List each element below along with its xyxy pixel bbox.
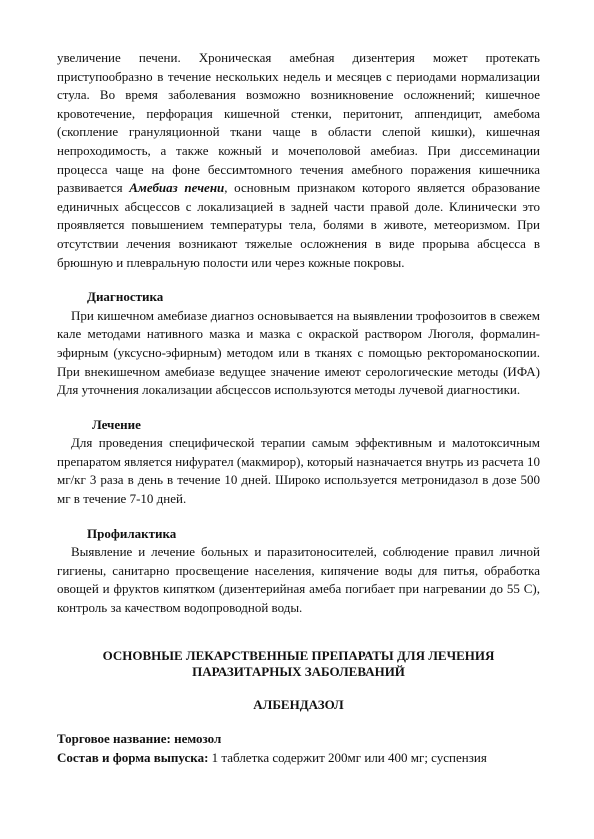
trade-name-value: немозол [174,731,222,747]
diagnostics-paragraph: При кишечном амебиазе диагноз основывается на выявлении трофозоитов в свежем кале методами нативного мазка и мазка с окраской раствором Люголя, формалин-эфирным (уксусно-эфирным) методом или в тканях с помощью ректороманоскопии. При внекишечном амебиазе ведущее значение имеют серологические методы (ИФА) Для уточнения локализации абсцессов используются методы лучевой диагностики. [57,307,540,398]
document-page [57,49,540,767]
intro-text-1: увеличение печени. Хроническая амебная дизентерия может протекать приступообразно в течение нескольких недель и месяцев с периодами нормализации стула. Во время заболевания возможно возникновение осложнений; кишечное кровотечение, перфорация кишечной стенки, перитонит, аппендицит, амебома (скопление грануляционной ткани чаще в области слепой кишки), кишечная непроходимость, а также кожный и мочеполовой амебиаз. При диссеминации процесса чаще на фоне бессимтомного течения амебного поражения кишечника развивается [57,50,540,196]
intro-text-2: , основным признаком которого является образование единичных абсцессов с локализацией в задней части правой доле. Клинически это проявляется повышением температуры тела, болями в животе, метеоризмом. При отсутствии лечения возникают тяжелые осложнения в виде прорыва абсцесса в брюшную и плевральную полости или через кожные покровы. [57,180,540,270]
composition-label: Состав и форма выпуска: [57,749,209,765]
diagnostics-heading: Диагностика [87,289,164,305]
composition-value: 1 таблетка содержит 200мг или 400 мг; суспензия [211,749,487,765]
drugs-heading-line-2: ПАРАЗИТАРНЫХ ЗАБОЛЕВАНИЙ [192,663,405,679]
amebiasis-liver-term: Амебиаз печени [129,180,225,196]
prevention-heading: Профилактика [87,525,177,541]
treatment-paragraph: Для проведения специфической терапии самым эффективным и малотоксичным препаратом является нифурател (макмирор), который назначается внутрь из расчета 10 мг/кг 3 раза в день в течение 10 дней. Широко используется метронидазол в дозе 500 мг в течение 7-10 дней. [57,435,540,507]
trade-name-label: Торговое название: [57,731,171,747]
intro-paragraph [57,49,540,272]
treatment-heading: Лечение [92,416,141,432]
trade-name-line [57,730,540,749]
prevention-paragraph: Выявление и лечение больных и паразитоносителей, соблюдение правил личной гигиены, санитарно просвещение населения, кипячение воды для питья, обработка овощей и фруктов кипятком (дизентерийная амеба погибает при нагревании до 55 С), контроль за качеством водопроводной воды. [57,544,540,616]
drugs-heading-line-1: ОСНОВНЫЕ ЛЕКАРСТВЕННЫЕ ПРЕПАРАТЫ ДЛЯ ЛЕЧЕНИЯ [102,647,495,663]
drug-name-heading: АЛБЕНДАЗОЛ [253,696,344,712]
composition-line [57,749,540,768]
drugs-section-heading [57,648,540,680]
